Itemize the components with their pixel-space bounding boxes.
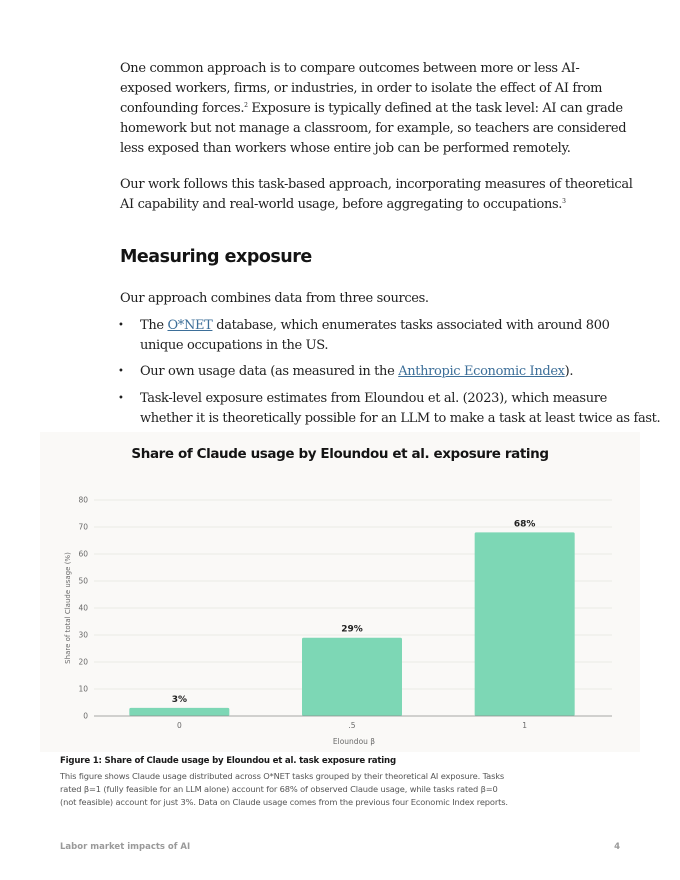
y-tick-label: 50 [78,576,88,586]
intro-paragraph-2 [120,175,633,215]
text-segment: Exposure is typically defined at the task level: AI can grade [247,101,623,116]
y-tick-label: 30 [78,630,88,640]
figure-caption-title: Figure 1: Share of Claude usage by Eloundou et al. task exposure rating [60,756,396,766]
x-tick-label: 0 [176,721,182,730]
y-tick-label: 60 [78,549,88,559]
x-tick-label: 1 [522,721,528,730]
chart-background [40,432,640,752]
y-tick-label: 40 [78,603,88,613]
bullet-item-usage-data [140,362,573,382]
economic-index-link[interactable]: Anthropic Economic Index [398,364,565,379]
bullet-item-exposure-estimates [140,389,660,429]
section-lead: Our approach combines data from three sources. [120,291,429,306]
y-tick-label: 20 [78,657,88,667]
onet-link[interactable]: O*NET [167,318,213,333]
text-line: whether it is theoretically possible for an LLM to make a task at least twice as fast. [140,411,661,426]
page-number: 4 [614,842,620,852]
text-line [120,195,580,215]
caption-line: rated β=1 (fully feasible for an LLM alone) account for 68% of observed Claude usage, while tasks rated β=0 [60,784,498,794]
text-line: exposed workers, firms, or industries, in order to isolate the effect of AI from [120,81,603,96]
footer-document-title: Labor market impacts of AI [60,842,191,852]
figure-caption-body [60,770,508,809]
footnote-marker[interactable]: 3 [562,198,566,205]
x-tick-label: .5 [348,721,356,730]
bullet-marker: • [118,393,124,404]
y-tick-label: 70 [78,522,88,532]
text-segment: ). [564,364,574,379]
chart-title: Share of Claude usage by Eloundou et al. exposure rating [131,446,549,462]
text-line: unique occupations in the US. [140,338,329,353]
bar-value-label: 29% [341,624,363,635]
bar-value-label: 68% [513,519,536,530]
text-segment: AI capability and real-world usage, before aggregating to occupations. [120,197,563,212]
bullet-item-onet [140,316,610,356]
text-line: homework but not manage a classroom, for example, so teachers are considered [120,121,627,136]
caption-line: This figure shows Claude usage distributed across O*NET tasks grouped by their theoretical AI exposure. Tasks [60,771,505,781]
text-segment: The [140,318,168,333]
y-tick-label: 80 [78,495,88,505]
section-heading: Measuring exposure [120,247,312,267]
text-line [140,362,573,382]
text-line [140,316,610,336]
footnote-marker[interactable]: 2 [244,102,248,109]
text-segment: database, which enumerates tasks associated with around 800 [212,318,610,333]
y-axis-label: Share of total Claude usage (%) [64,552,72,664]
intro-paragraph-1 [120,59,627,159]
y-tick-label: 10 [78,684,88,694]
text-segment: Our own usage data (as measured in the [140,364,399,379]
text-line: less exposed than workers whose entire job can be performed remotely. [120,141,571,156]
text-segment: confounding forces. [120,101,245,116]
y-tick-label: 0 [83,711,88,721]
bar-value-label: 3% [171,694,187,705]
caption-line: (not feasible) account for just 3%. Data on Claude usage comes from the previous four Economic Index reports. [60,797,508,807]
text-line: Our work follows this task-based approach, incorporating measures of theoretical [120,177,633,192]
text-line [120,99,623,119]
bullet-marker: • [118,320,124,331]
text-line: One common approach is to compare outcomes between more or less AI- [120,61,580,76]
text-line: Task-level exposure estimates from Eloundou et al. (2023), which measure [140,391,607,406]
bullet-marker: • [118,366,124,377]
x-axis-label: Eloundou β [332,737,376,746]
